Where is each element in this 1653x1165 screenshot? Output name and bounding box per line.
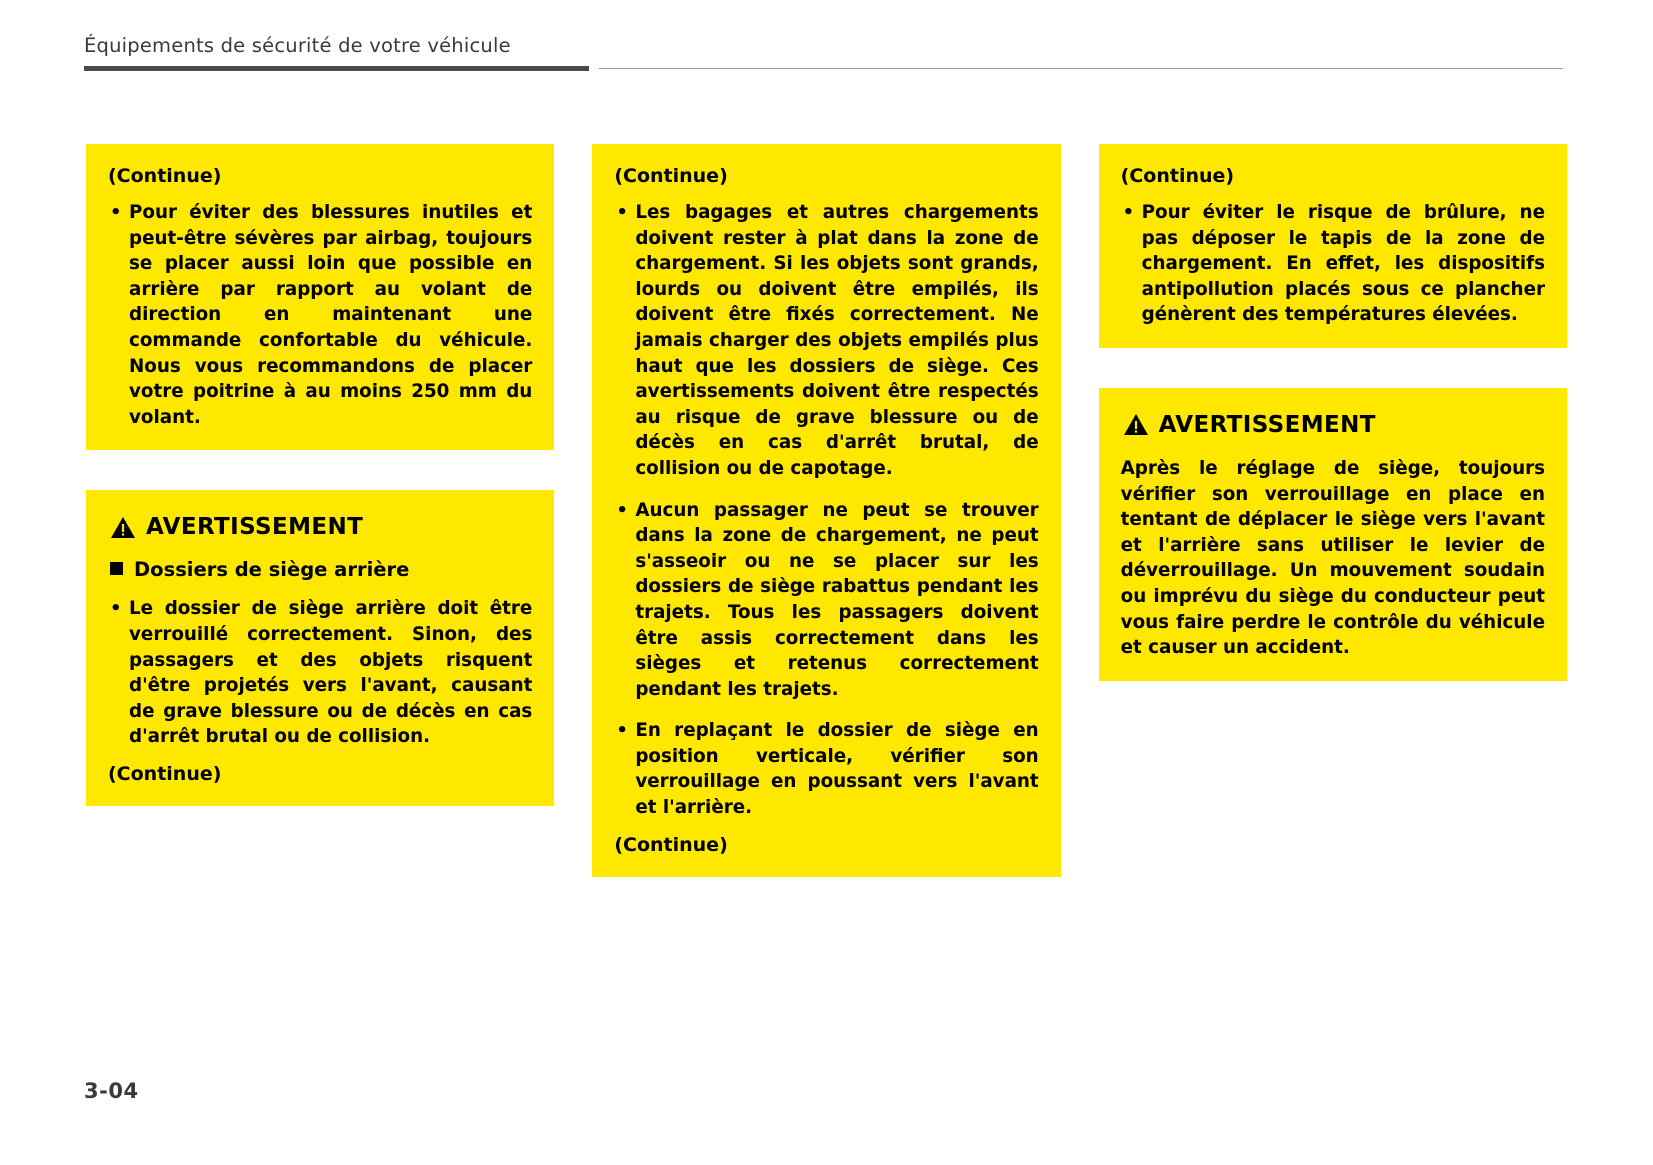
warning-box-continue-cargo xyxy=(592,144,1060,877)
list-item: • Aucun passager ne peut se trouver dans la zone de chargement, ne peut s'asseoir ou ne se placer sur les dossiers de siège rabattus pendant les trajets. Tous les passagers doivent être assis correctement dans les sièges et retenus correctement pendant les trajets. xyxy=(614,498,1038,703)
bullet-list xyxy=(1121,200,1545,328)
list-item: • Pour éviter des blessures inutiles et peut-être sévères par airbag, toujours se placer aussi loin que possible en arrière par rapport au volant de direction en maintenant une commande confortable du véhicule. Nous vous recommandons de placer votre poitrine à au moins 250 mm du volant. xyxy=(108,200,532,430)
bullet-list xyxy=(614,200,1038,821)
column-3 xyxy=(1099,144,1567,681)
bullet-list xyxy=(108,200,532,430)
column-1 xyxy=(86,144,554,806)
warning-box-rear-seatbacks xyxy=(86,490,554,806)
warning-header xyxy=(1123,412,1545,438)
continue-label: (Continue) xyxy=(614,833,728,856)
list-item: • Le dossier de siège arrière doit être verrouillé correctement. Sinon, des passagers et des objets risquent d'être projetés vers l'avant, causant de grave blessure ou de décès en cas d'arrêt brutal ou de collision. xyxy=(108,596,532,750)
continue-label: (Continue) xyxy=(614,165,728,187)
list-item: • Les bagages et autres chargements doivent rester à plat dans la zone de chargement. Si les objets sont grands, lourds ou doivent être empilés, ils doivent être fixés correctement. Ne jamais charger des objets empilés plus haut que les dossiers de siège. Ces avertissements doivent être respectés au risque de grave blessure ou de décès en cas d'arrêt brutal, de collision ou de capotage. xyxy=(614,200,1038,482)
warning-triangle-icon xyxy=(110,516,136,539)
header-rule-thin xyxy=(599,68,1563,69)
page-header xyxy=(84,34,1563,74)
page-title: Équipements de sécurité de votre véhicule xyxy=(84,34,511,57)
warning-label: AVERTISSEMENT xyxy=(1158,411,1376,438)
square-bullet-icon xyxy=(110,562,123,575)
subsection-title: Dossiers de siège arrière xyxy=(134,558,410,582)
warning-triangle-icon xyxy=(1123,413,1149,436)
warning-label: AVERTISSEMENT xyxy=(146,514,364,541)
list-item: • Pour éviter le risque de brûlure, ne pas déposer le tapis de la zone de chargement. En effet, les dispositifs antipollution placés sous ce plancher génèrent des températures élevées. xyxy=(1121,200,1545,328)
list-item: • En replaçant le dossier de siège en position verticale, vérifier son verrouillage en poussant vers l'avant et l'arrière. xyxy=(614,718,1038,820)
warning-box-continue-airbag xyxy=(86,144,554,450)
warning-box-continue-burn-risk xyxy=(1099,144,1567,348)
content-columns xyxy=(86,144,1567,877)
continue-label: (Continue) xyxy=(108,762,222,785)
page-number: 3-04 xyxy=(84,1079,139,1103)
continue-label: (Continue) xyxy=(1120,165,1235,187)
warning-paragraph: Après le réglage de siège, toujours vérifier son verrouillage en place en tentant de déplacer le siège vers l'avant et l'arrière sans utiliser le levier de déverrouillage. Un mouvement soudain ou imprévu du siège du conducteur peut vous faire perdre le contrôle du véhicule et causer un accident. xyxy=(1120,457,1545,659)
warning-header xyxy=(110,514,532,540)
header-rule-thick xyxy=(84,66,589,71)
subsection-header xyxy=(110,558,532,582)
bullet-list xyxy=(108,596,532,750)
continue-label: (Continue) xyxy=(108,165,222,187)
warning-box-seat-lock xyxy=(1099,388,1567,681)
column-2 xyxy=(592,144,1060,877)
